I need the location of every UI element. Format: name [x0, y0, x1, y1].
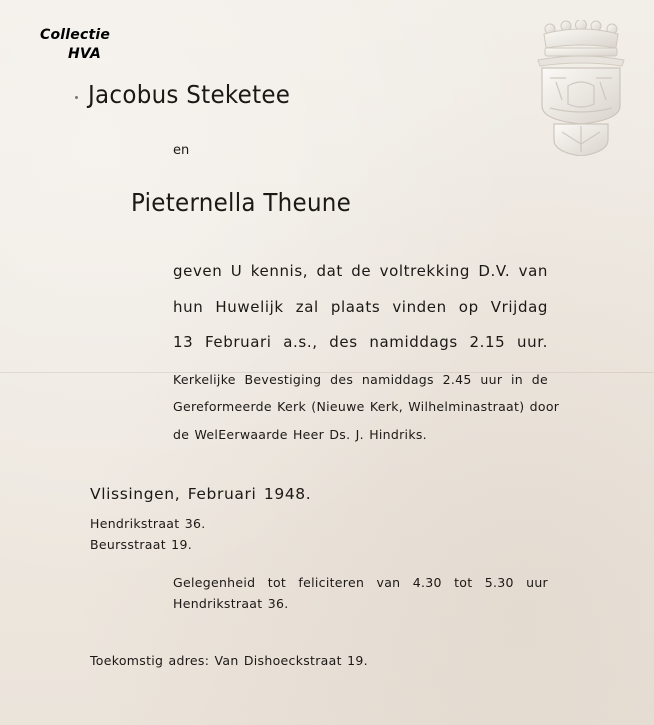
church-line-3: de WelEerwaarde Heer Ds. J. Hindriks. — [173, 427, 427, 442]
announcement-line-1: geven U kennis, dat de voltrekking D.V. van — [173, 262, 548, 280]
parent-address-1: Hendrikstraat 36. — [90, 516, 206, 531]
reception-line-1: Gelegenheid tot feliciteren van 4.30 tot 5.30 uur — [173, 575, 548, 590]
church-line-2: Gereformeerde Kerk (Nieuwe Kerk, Wilhelminastraat) door — [173, 399, 560, 414]
conjunction-text: en — [173, 143, 190, 158]
groom-name: Jacobus Steketee — [88, 80, 291, 109]
reception-line-2: Hendrikstraat 36. — [173, 596, 289, 611]
church-line-1: Kerkelijke Bevestiging des namiddags 2.45 uur in de — [173, 372, 548, 387]
decorative-dot — [75, 96, 78, 99]
watermark-line-2: HVA — [68, 46, 102, 62]
collection-watermark — [40, 26, 110, 64]
announcement-line-3: 13 Februari a.s., des namiddags 2.15 uur. — [173, 333, 548, 351]
watermark-line-1: Collectie — [40, 27, 111, 43]
parent-address-2: Beursstraat 19. — [90, 537, 192, 552]
embossed-coat-of-arms-icon — [536, 20, 626, 156]
place-and-date: Vlissingen, Februari 1948. — [90, 485, 312, 503]
announcement-line-2: hun Huwelijk zal plaats vinden op Vrijdag — [173, 298, 548, 316]
future-address: Toekomstig adres: Van Dishoeckstraat 19. — [90, 653, 368, 668]
bride-name: Pieternella Theune — [131, 188, 352, 217]
